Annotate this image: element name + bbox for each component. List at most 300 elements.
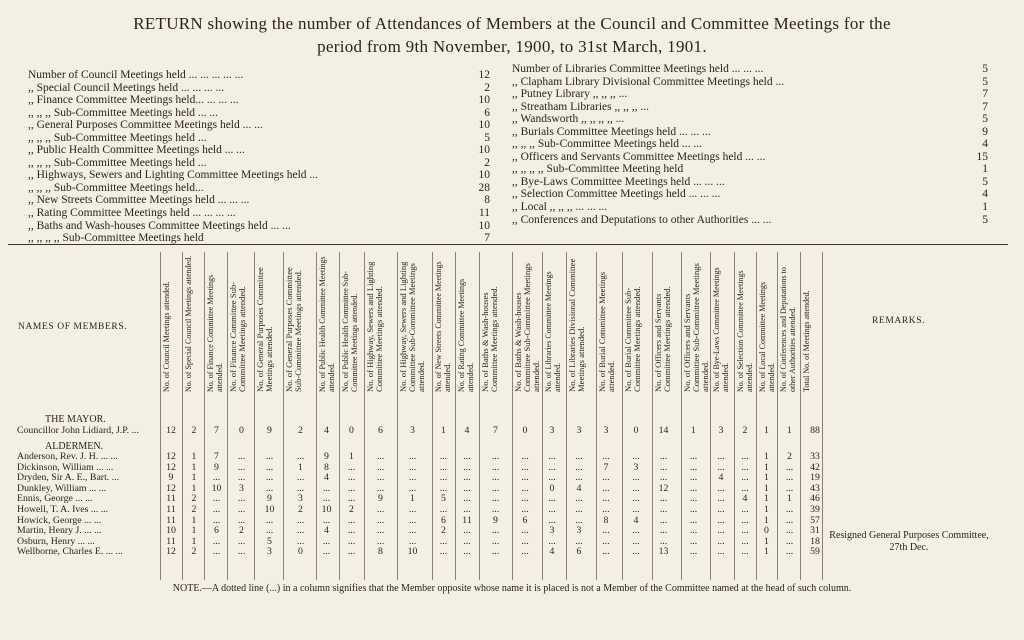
attendance-cell: 3 (549, 425, 555, 436)
attendance-cell: ... (463, 472, 471, 484)
attendance-cell: ... (632, 504, 640, 515)
attendance-cell: ... (741, 461, 749, 473)
attendance-cell: ... (659, 451, 668, 462)
attendance-cell: ... (322, 546, 331, 558)
column-header: No. of Highway, Sewers and Lighting Committee Meetings attended. (365, 261, 385, 392)
attendance-cell: 57 (810, 514, 820, 526)
attendance-cell: 1 (349, 451, 354, 462)
attendance-cell: ... (347, 461, 356, 473)
attendance-cell: ... (659, 525, 668, 537)
attendance-cell: 18 (810, 535, 820, 547)
attendance-cell: ... (632, 472, 640, 484)
attendance-cell: 2 (349, 504, 354, 515)
attendance-cell: 8 (378, 546, 383, 558)
summary-count: 11 (478, 207, 490, 220)
attendance-cell: ... (521, 482, 529, 494)
alderman-row (0, 472, 1024, 483)
summary-label: ,, Streatham Libraries ,, ,, ,, ... (512, 100, 650, 113)
attendance-cell: ... (463, 546, 471, 558)
summary-label: ,, ,, ,, ,, Sub-Committee Meetings held (28, 232, 204, 245)
attendance-cell: ... (491, 493, 500, 505)
attendance-cell: ... (741, 514, 749, 526)
attendance-cell: ... (439, 546, 448, 558)
attendance-cell: 1 (764, 472, 769, 484)
member-name: Howick, George ... ... (17, 514, 102, 526)
attendance-cell: ... (322, 482, 331, 494)
attendance-cell: 2 (239, 525, 244, 537)
mayor-heading: THE MAYOR. (45, 414, 106, 425)
attendance-cell: 9 (168, 472, 174, 484)
attendance-cell: ... (785, 461, 794, 473)
attendance-cell: ... (439, 472, 448, 484)
attendance-cell: 12 (166, 451, 176, 462)
summary-label: ,, Wandsworth ,, ,, ,, ,, ... (512, 113, 625, 126)
attendance-cell: 4 (324, 472, 329, 484)
attendance-cell: 6 (576, 546, 582, 558)
attendance-cell: 3 (576, 425, 582, 436)
attendance-cell: 10 (407, 546, 418, 558)
summary-count: 2 (484, 156, 490, 169)
summary-row (512, 188, 988, 201)
alderman-row (0, 504, 1024, 515)
summary-label: ,, Public Health Committee Meetings held ... ... (28, 144, 245, 157)
column-header: No. of Council Meetings attended. (162, 281, 171, 392)
attendance-cell: 1 (191, 461, 197, 473)
attendance-cell: 43 (810, 482, 820, 494)
attendance-cell: 3 (633, 461, 639, 473)
attendance-cell: ... (548, 451, 556, 462)
attendance-cell: ... (548, 535, 556, 547)
attendance-cell: ... (408, 482, 417, 494)
attendance-cell: 3 (298, 493, 303, 505)
attendance-cell: 9 (493, 514, 498, 526)
column-header: No. of Rating Committee Meetings attended. (457, 278, 476, 392)
attendance-cell: ... (322, 535, 331, 547)
attendance-cell: 1 (691, 425, 696, 436)
column-header: No. of Conferences and Deputations to other Authorities attended. (779, 267, 798, 392)
attendance-cell: ... (212, 493, 221, 505)
attendance-cell: 1 (764, 482, 769, 494)
attendance-cell: 12 (166, 461, 176, 473)
attendance-cell: ... (212, 472, 221, 484)
attendance-cell: ... (296, 525, 305, 537)
summary-row (28, 220, 490, 233)
attendance-cell: ... (376, 451, 385, 462)
attendance-cell: 1 (191, 514, 197, 526)
attendance-cell: ... (265, 461, 274, 473)
remarks-header: REMARKS. (872, 316, 926, 326)
attendance-cell: ... (408, 461, 417, 473)
summary-row (512, 126, 988, 139)
attendance-cell: ... (632, 451, 640, 462)
attendance-cell: ... (717, 482, 725, 494)
summary-label: Number of Council Meetings held ... ... ... ... ... (28, 69, 244, 81)
attendance-cell: ... (237, 535, 246, 547)
attendance-cell: ... (463, 535, 471, 547)
attendance-cell: 0 (522, 425, 528, 436)
attendance-cell: 5 (441, 493, 446, 505)
summary-count: 5 (484, 131, 490, 144)
attendance-cell: ... (632, 493, 640, 505)
attendance-cell: 6 (522, 514, 528, 526)
attendance-cell: ... (602, 451, 610, 462)
summary-count: 28 (478, 181, 490, 194)
attendance-cell: 7 (493, 425, 498, 436)
meetings-summary-left (28, 69, 490, 245)
summary-row (512, 214, 988, 227)
attendance-cell: 7 (214, 451, 219, 462)
attendance-cell: ... (463, 461, 471, 473)
attendance-cell: 1 (764, 461, 769, 473)
attendance-cell: ... (408, 504, 417, 515)
summary-count: 10 (478, 144, 490, 157)
summary-label: ,, Bye-Laws Committee Meetings held ... ... ... (512, 175, 725, 188)
attendance-cell: ... (347, 546, 356, 558)
attendance-cell: 8 (603, 514, 609, 526)
attendance-cell: ... (463, 525, 471, 537)
attendance-cell: 6 (214, 525, 219, 537)
attendance-cell: ... (491, 525, 500, 537)
alderman-row (0, 493, 1024, 504)
attendance-cell: 12 (166, 425, 176, 436)
column-header: No. of Finance Committee Sub-Committee Meetings attended. (228, 281, 248, 392)
summary-count: 4 (982, 188, 988, 201)
attendance-cell: ... (548, 504, 556, 515)
attendance-cell: 13 (658, 546, 669, 558)
attendance-cell: 1 (764, 425, 769, 436)
attendance-cell: 9 (267, 493, 272, 505)
attendance-cell: ... (408, 472, 417, 484)
attendance-cell: 3 (267, 546, 272, 558)
attendance-cell: ... (439, 482, 448, 494)
member-name: Ennis, George ... ... (17, 493, 93, 505)
attendance-cell: ... (785, 472, 794, 484)
member-name: Dryden, Sir A. E., Bart. ... (17, 472, 120, 484)
summary-label: ,, ,, ,, Sub-Committee Meetings held ... (28, 131, 207, 144)
column-header: No. of Selection Committee Meetings attended. (736, 270, 755, 392)
attendance-cell: ... (212, 535, 221, 547)
attendance-cell: ... (265, 451, 274, 462)
attendance-cell: ... (376, 461, 385, 473)
attendance-cell: 8 (324, 461, 329, 473)
attendance-cell: ... (439, 461, 448, 473)
attendance-cell: ... (741, 472, 749, 484)
member-name: Howell, T. A. Ives ... ... (17, 504, 109, 515)
attendance-cell: ... (347, 493, 356, 505)
page-title: RETURN showing the number of Attendances of Members at the Council and Committee Meetings for the (133, 14, 891, 33)
attendance-cell: ... (602, 482, 610, 494)
summary-label: ,, Special Council Meetings held ... ... ... ... (28, 81, 225, 94)
remark-wellborne: Resigned General Purposes Committee, 27th Dec. (829, 530, 989, 553)
attendance-cell: 1 (764, 514, 769, 526)
attendance-cell: ... (439, 504, 448, 515)
summary-count: 1 (982, 201, 988, 214)
summary-count: 10 (478, 169, 490, 182)
attendance-cell: ... (408, 525, 417, 537)
attendance-cell: ... (296, 482, 305, 494)
summary-label: ,, Local ,, ,, ,, ... ... ... (512, 201, 608, 214)
attendance-cell: 19 (810, 472, 820, 484)
summary-count: 2 (484, 81, 490, 94)
attendance-cell: 11 (462, 514, 472, 526)
attendance-cell: ... (785, 504, 794, 515)
summary-count: 9 (982, 125, 988, 138)
attendance-cell: ... (575, 461, 583, 473)
column-header: No. of Bye-Laws Committee Meetings attended. (712, 267, 731, 392)
attendance-cell: ... (376, 504, 385, 515)
summary-row (512, 151, 988, 164)
attendance-cell: ... (717, 535, 725, 547)
summary-row (28, 119, 490, 132)
attendance-cell: 1 (191, 482, 197, 494)
attendance-cell: ... (785, 482, 794, 494)
member-name: Dunkley, William ... ... (17, 482, 107, 494)
summary-row (512, 88, 988, 101)
attendance-cell: ... (717, 525, 725, 537)
attendance-cell: 1 (410, 493, 415, 505)
attendance-cell: ... (491, 451, 500, 462)
attendance-cell: ... (408, 535, 417, 547)
attendance-cell: ... (717, 493, 725, 505)
attendance-cell: ... (785, 525, 794, 537)
summary-label: Number of Libraries Committee Meetings held ... ... ... (512, 63, 764, 75)
attendance-cell: 9 (267, 425, 272, 436)
alderman-row (0, 515, 1024, 526)
attendance-cell: ... (521, 525, 529, 537)
attendance-cell: 10 (321, 504, 332, 515)
attendance-cell: 0 (549, 482, 555, 494)
attendance-cell: 31 (810, 525, 820, 537)
summary-count: 5 (982, 213, 988, 226)
summary-count: 15 (976, 150, 988, 163)
attendance-cell: 12 (166, 546, 176, 558)
attendance-cell: 3 (410, 425, 415, 436)
attendance-cell: 11 (166, 504, 176, 515)
column-header: No. of Baths & Wash-houses Committee Sub-Committee Meetings attended. (513, 263, 542, 392)
attendance-cell: 2 (742, 425, 748, 436)
attendance-cell: ... (548, 514, 556, 526)
attendance-cell: ... (463, 504, 471, 515)
attendance-cell: 4 (718, 472, 724, 484)
summary-count: 10 (478, 119, 490, 132)
summary-row (28, 182, 490, 195)
summary-count: 7 (982, 100, 988, 113)
attendance-cell: ... (212, 546, 221, 558)
attendance-cell: 11 (166, 535, 176, 547)
page-subtitle: period from 9th November, 1900, to 31st March, 1901. (317, 37, 707, 56)
attendance-cell: ... (659, 514, 668, 526)
attendance-cell: ... (575, 514, 583, 526)
column-header: No. of Officers and Servants Committee Meetings attended. (653, 286, 673, 392)
attendance-cell: ... (296, 472, 305, 484)
attendance-cell: ... (548, 472, 556, 484)
attendance-cell: ... (741, 535, 749, 547)
attendance-cell: ... (632, 546, 640, 558)
column-header: No. of New Streets Committee Meetings attended. (434, 261, 453, 392)
attendance-cell: ... (741, 482, 749, 494)
attendance-cell: 3 (239, 482, 244, 494)
attendance-cell: ... (491, 546, 500, 558)
attendance-cell: ... (439, 535, 448, 547)
attendance-cell: ... (602, 493, 610, 505)
attendance-cell: 2 (787, 451, 792, 462)
attendance-cell: ... (347, 535, 356, 547)
summary-row (512, 163, 988, 176)
summary-row (28, 157, 490, 170)
attendance-cell: ... (717, 514, 725, 526)
attendance-cell: ... (575, 535, 583, 547)
summary-row (28, 69, 490, 82)
attendance-cell: 59 (810, 546, 820, 558)
attendance-cell: ... (602, 472, 610, 484)
attendance-cell: ... (521, 451, 529, 462)
attendance-cell: 1 (441, 425, 446, 436)
attendance-cell: 10 (264, 504, 275, 515)
summary-row (28, 94, 490, 107)
attendance-cell: ... (741, 546, 749, 558)
attendance-cell: 12 (166, 482, 176, 494)
attendance-cell: ... (237, 472, 246, 484)
summary-label: ,, New Streets Committee Meetings held ... ... ... (28, 194, 250, 207)
attendance-cell: 4 (633, 514, 639, 526)
column-header: No. of Officers and Servants Committee Sub-Committee Meetings attended. (682, 263, 711, 392)
attendance-cell: 2 (191, 504, 197, 515)
attendance-cell: 2 (441, 525, 446, 537)
attendance-cell: ... (521, 535, 529, 547)
attendance-cell: 1 (298, 461, 303, 473)
attendance-cell: ... (717, 451, 725, 462)
attendance-cell: ... (347, 525, 356, 537)
column-header: No. of General Purposes Committee Sub-Committee Meetings attended. (284, 267, 304, 392)
names-header: NAMES OF MEMBERS. (18, 322, 128, 332)
summary-row (28, 207, 490, 220)
attendance-cell: ... (785, 514, 794, 526)
summary-label: ,, Clapham Library Divisional Committee Meetings held ... (512, 75, 785, 88)
attendance-cell: ... (689, 546, 698, 558)
attendance-cell: ... (521, 461, 529, 473)
summary-row (28, 232, 490, 245)
summary-row (512, 76, 988, 89)
attendance-cell: 4 (742, 493, 748, 505)
attendance-cell: ... (408, 514, 417, 526)
summary-row (512, 113, 988, 126)
attendance-cell: ... (237, 504, 246, 515)
attendance-cell: 9 (214, 461, 219, 473)
column-header: No. of Finance Committee Meetings attended. (206, 274, 225, 392)
summary-count: 5 (982, 75, 988, 88)
column-header: No. of Libraries Committee Meetings attended. (544, 271, 563, 392)
attendance-cell: ... (575, 451, 583, 462)
attendance-cell: ... (689, 535, 698, 547)
summary-label: ,, Burials Committee Meetings held ... ... ... (512, 125, 711, 138)
attendance-cell: ... (491, 535, 500, 547)
attendance-cell: 2 (298, 504, 303, 515)
member-name: Martin, Henry J. ... ... (17, 525, 102, 537)
attendance-cell: 0 (349, 425, 354, 436)
attendance-cell: ... (265, 514, 274, 526)
summary-label: ,, Officers and Servants Committee Meetings held ... ... (512, 150, 766, 163)
attendance-cell: ... (521, 472, 529, 484)
attendance-cell: ... (521, 493, 529, 505)
summary-row (28, 169, 490, 182)
attendance-cell: ... (347, 514, 356, 526)
attendance-cell: ... (575, 493, 583, 505)
attendance-cell: 10 (166, 525, 176, 537)
column-header: No. of Highway, Sewers and Lighting Committee Sub-Committee Meetings attended. (398, 261, 427, 392)
attendance-cell: 4 (324, 525, 329, 537)
alderman-row (0, 451, 1024, 462)
attendance-cell: ... (491, 461, 500, 473)
attendance-cell: ... (659, 461, 668, 473)
attendance-cell: 3 (603, 425, 609, 436)
attendance-cell: ... (659, 493, 668, 505)
attendance-cell: ... (376, 482, 385, 494)
attendance-cell: 7 (603, 461, 609, 473)
column-header: No. of General Purposes Committee Meetings attended. (255, 267, 275, 392)
attendance-cell: 6 (441, 514, 446, 526)
attendance-cell: ... (491, 504, 500, 515)
attendance-cell: ... (463, 482, 471, 494)
attendance-cell: 2 (298, 425, 303, 436)
attendance-cell: ... (717, 504, 725, 515)
attendance-cell: ... (659, 472, 668, 484)
attendance-cell: 0 (239, 425, 244, 436)
attendance-cell: ... (491, 482, 500, 494)
attendance-cell: ... (717, 546, 725, 558)
summary-count: 10 (478, 94, 490, 107)
summary-row (512, 101, 988, 114)
summary-count: 10 (478, 219, 490, 232)
attendance-cell: 6 (378, 425, 383, 436)
attendance-cell: 9 (324, 451, 329, 462)
attendance-cell: ... (265, 525, 274, 537)
attendance-cell: ... (322, 514, 331, 526)
attendance-cell: ... (212, 514, 221, 526)
attendance-cell: ... (575, 472, 583, 484)
attendance-cell: 14 (658, 425, 669, 436)
summary-row (28, 132, 490, 145)
summary-label: ,, Putney Library ,, ,, ,, ... (512, 88, 628, 101)
section-divider (8, 244, 1008, 245)
attendance-cell: 1 (191, 535, 197, 547)
attendance-cell: 1 (764, 546, 769, 558)
aldermen-heading: ALDERMEN. (45, 441, 104, 452)
attendance-cell: ... (212, 504, 221, 515)
summary-row (512, 63, 988, 76)
attendance-cell: ... (376, 535, 385, 547)
attendance-cell: 4 (324, 425, 329, 436)
attendance-cell: ... (296, 451, 305, 462)
attendance-cell: 1 (787, 493, 792, 505)
attendance-cell: ... (265, 482, 274, 494)
summary-label: ,, ,, ,, ,, Sub-Committee Meeting held (512, 163, 684, 176)
summary-count: 12 (478, 69, 490, 81)
attendance-cell: 1 (787, 425, 792, 436)
attendance-cell: 4 (576, 482, 582, 494)
summary-label: ,, Selection Committee Meetings held ... ... ... (512, 188, 721, 201)
column-header: No. of Burial Committee Meetings attended. (597, 271, 617, 392)
attendance-cell: ... (347, 482, 356, 494)
column-header: No. of Burial Committee Sub-Committee Meetings attended. (623, 286, 643, 392)
member-name: Wellborne, Charles E. ... ... (17, 546, 123, 558)
attendance-cell: ... (376, 472, 385, 484)
summary-row (512, 138, 988, 151)
summary-row (28, 144, 490, 157)
summary-count: 7 (484, 232, 490, 245)
attendance-cell: 1 (764, 504, 769, 515)
attendance-cell: ... (785, 535, 794, 547)
attendance-cell: 5 (267, 535, 272, 547)
